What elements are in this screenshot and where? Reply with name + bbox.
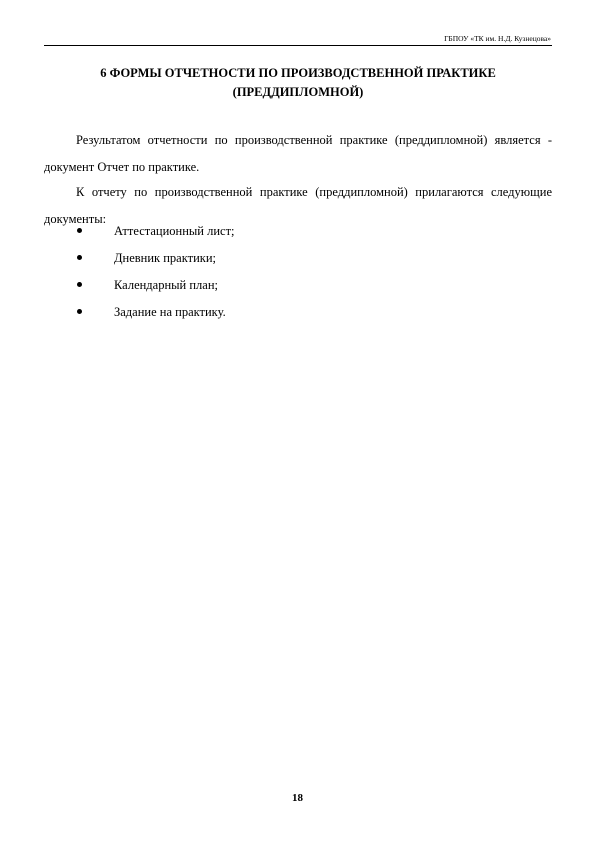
list-item-text: Аттестационный лист; (114, 224, 235, 238)
bullet-icon (77, 282, 82, 287)
bullet-icon (77, 255, 82, 260)
documents-list (44, 218, 552, 326)
list-item-text: Календарный план; (114, 278, 219, 292)
header-divider (44, 45, 552, 46)
running-header: ГБПОУ «ТК им. Н.Д. Кузнецова» (444, 34, 551, 43)
list-item (44, 218, 552, 245)
list-item (44, 299, 552, 326)
bullet-icon (77, 309, 82, 314)
list-item-text: Задание на практику. (114, 305, 226, 319)
bullet-icon (77, 228, 82, 233)
list-item (44, 272, 552, 299)
section-title-line-1: 6 ФОРМЫ ОТЧЕТНОСТИ ПО ПРОИЗВОДСТВЕННОЙ ПРАКТИКЕ (100, 66, 496, 80)
section-title-line-2: (ПРЕДДИПЛОМНОЙ) (232, 85, 364, 99)
list-item (44, 245, 552, 272)
list-item-text: Дневник практики; (114, 251, 217, 265)
section-title (44, 64, 552, 102)
paragraph-attachments: К отчету по производственной практике (преддипломной) прилагаются следующие документы: (44, 184, 552, 226)
page-number: 18 (292, 792, 303, 804)
paragraph-report-result: Результатом отчетности по производственной практике (преддипломной) является - документ Отчет по практике. (44, 132, 552, 174)
